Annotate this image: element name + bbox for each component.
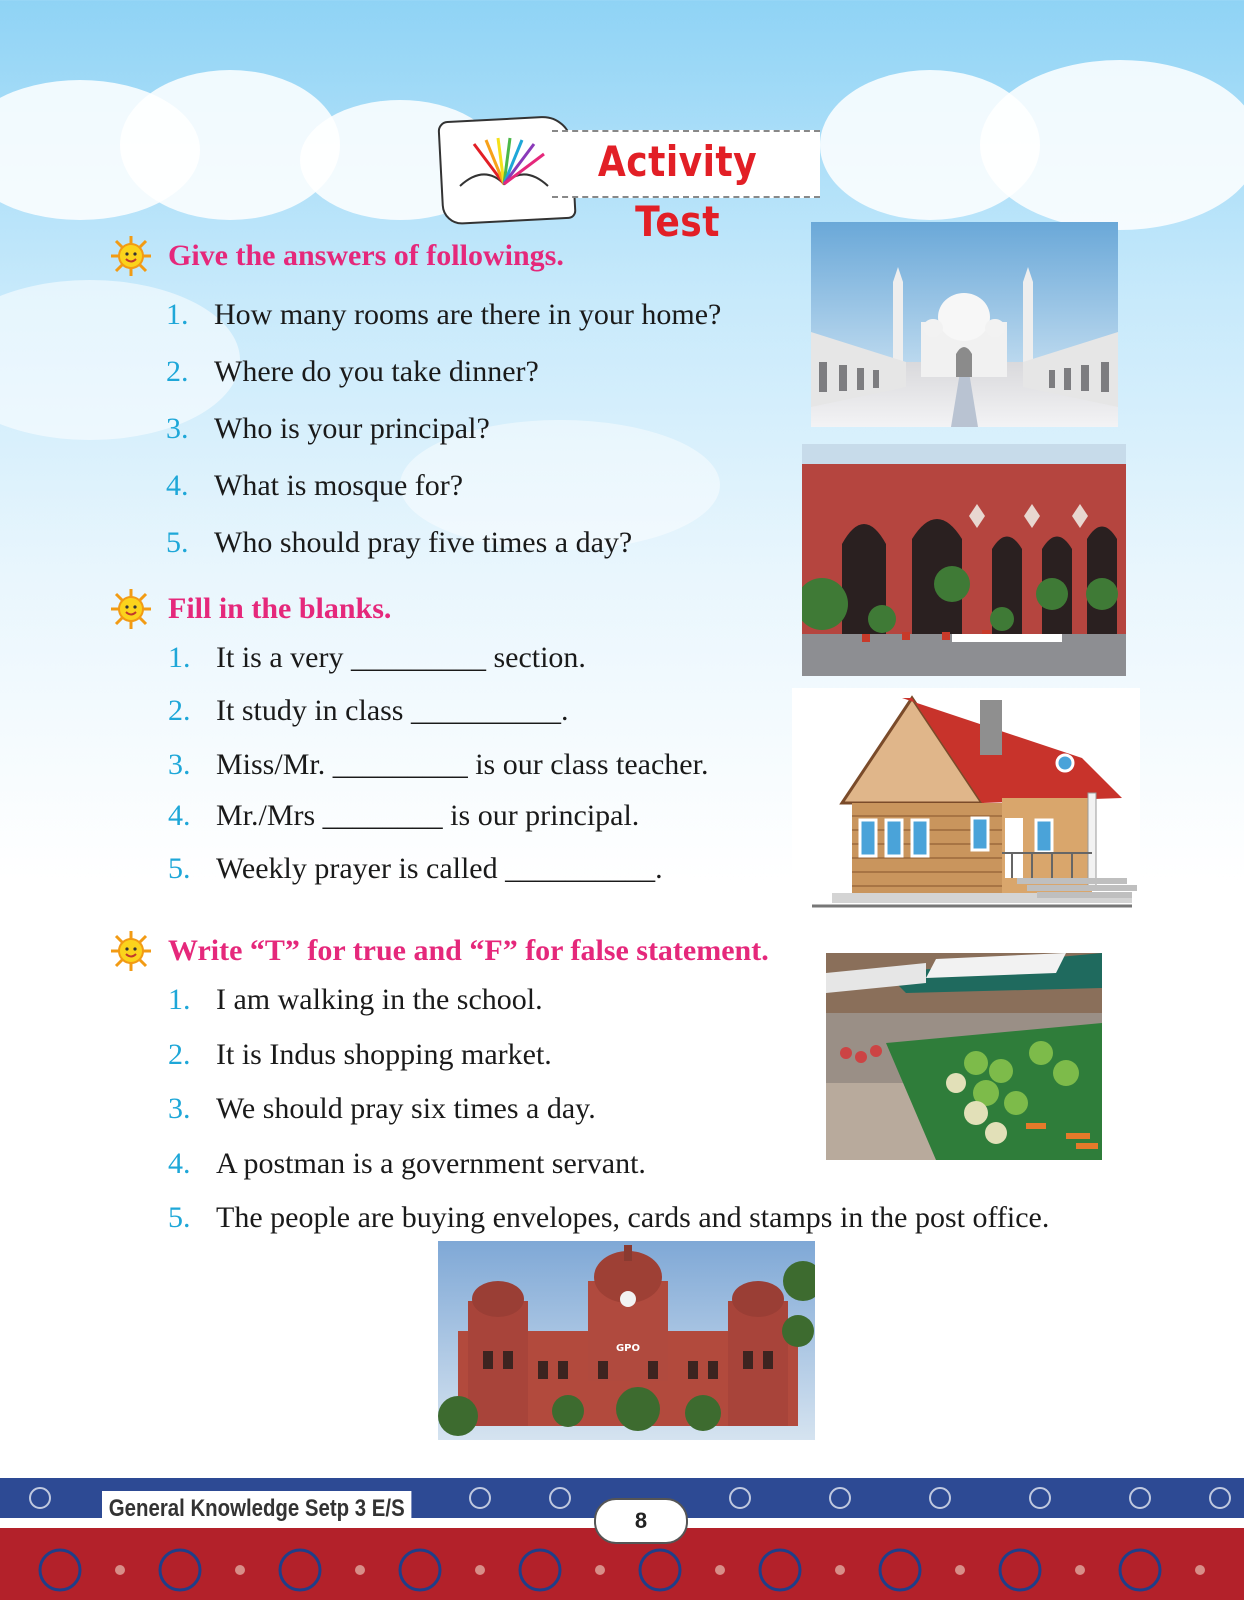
item-number: 3.	[168, 1092, 191, 1125]
item-text: We should pray six times a day.	[216, 1092, 596, 1125]
sun-icon	[110, 930, 152, 972]
blank-item	[168, 799, 639, 833]
statement-item	[168, 1147, 646, 1181]
blank-item	[168, 641, 586, 675]
section-blanks-heading	[110, 588, 391, 630]
item-number: 5.	[168, 852, 191, 885]
section-true-false-heading	[110, 930, 769, 972]
item-number: 3.	[168, 748, 191, 781]
item-number: 2.	[168, 694, 191, 727]
sun-icon	[110, 235, 152, 277]
vegetable-market-photo	[826, 953, 1102, 1160]
item-number: 1.	[168, 641, 191, 674]
question-item	[166, 298, 721, 332]
statement-item	[168, 983, 543, 1017]
question-item	[166, 526, 632, 560]
item-number: 2.	[168, 1038, 191, 1071]
blank-item	[168, 694, 569, 728]
statement-item	[168, 1038, 552, 1072]
item-text: Who is your principal?	[214, 412, 490, 445]
question-item	[166, 469, 463, 503]
statement-item	[168, 1201, 1049, 1235]
item-number: 4.	[166, 469, 189, 502]
item-text: How many rooms are there in your home?	[214, 298, 722, 331]
section-heading: Give the answers of followings.	[168, 239, 564, 272]
blank-item	[168, 852, 663, 886]
item-text: It study in class __________.	[216, 694, 569, 727]
house-illustration	[792, 688, 1140, 938]
item-text: Weekly prayer is called __________.	[216, 852, 663, 885]
item-text: What is mosque for?	[214, 469, 464, 502]
item-text: It is a very _________ section.	[216, 641, 586, 674]
item-number: 4.	[168, 1147, 191, 1180]
post-office-photo	[438, 1241, 815, 1440]
section-heading: Fill in the blanks.	[168, 592, 392, 625]
item-text: Who should pray five times a day?	[214, 526, 633, 559]
book-title: General Knowledge Setp 3 E/S	[102, 1491, 411, 1527]
item-number: 5.	[168, 1201, 191, 1234]
item-number: 5.	[166, 526, 189, 559]
item-number: 2.	[166, 355, 189, 388]
item-number: 3.	[166, 412, 189, 445]
question-item	[166, 412, 490, 446]
item-text: Mr./Mrs ________ is our principal.	[216, 799, 640, 832]
item-text: Miss/Mr. _________ is our class teacher.	[216, 748, 709, 781]
section-answers-heading	[110, 235, 564, 277]
item-text: I am walking in the school.	[216, 983, 543, 1016]
mosque-photo	[811, 222, 1118, 427]
item-text: It is Indus shopping market.	[216, 1038, 552, 1071]
blank-item	[168, 748, 708, 782]
page-number: 8	[594, 1498, 688, 1544]
section-heading: Write “T” for true and “F” for false statement.	[168, 934, 769, 967]
item-number: 1.	[166, 298, 189, 331]
page-title: Activity Test	[597, 137, 758, 246]
item-text: Where do you take dinner?	[214, 355, 539, 388]
statement-item	[168, 1092, 596, 1126]
question-item	[166, 355, 539, 389]
activity-test-banner	[440, 118, 830, 246]
red-brick-building-photo	[802, 444, 1126, 676]
post-office-sign: GPO	[615, 1343, 641, 1354]
sun-icon	[110, 588, 152, 630]
item-number: 4.	[168, 799, 191, 832]
item-number: 1.	[168, 983, 191, 1016]
item-text: The people are buying envelopes, cards and stamps in the post office.	[216, 1201, 1050, 1234]
item-text: A postman is a government servant.	[216, 1147, 646, 1180]
open-book-icon	[454, 134, 554, 196]
